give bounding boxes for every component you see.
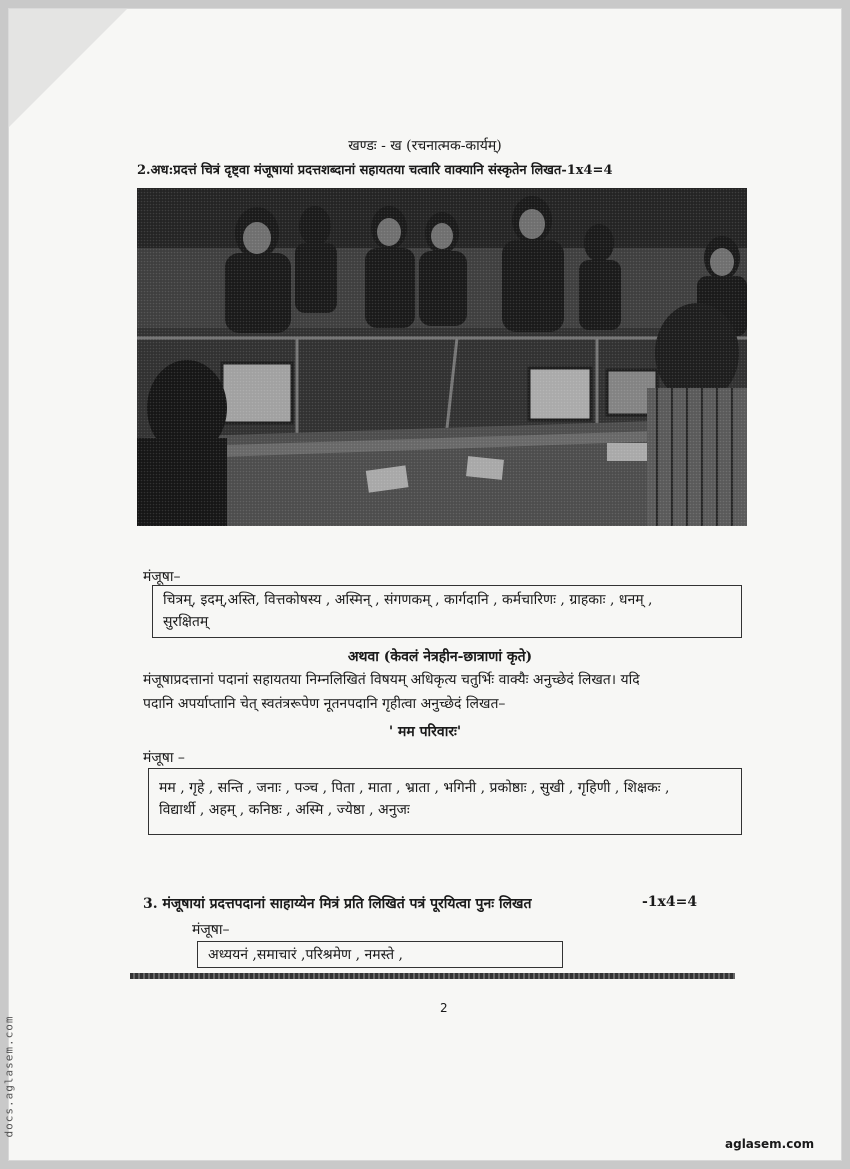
footer-brand: aglasem.com	[725, 1137, 815, 1151]
manjusha3-words: अध्ययनं ,समाचारं ,परिश्रमेण , नमस्ते ,	[208, 947, 404, 963]
paragraph-topic: ' मम परिवारः'	[388, 724, 462, 740]
manjusha-words-line-1: चित्रम्, इदम्,अस्ति, वित्तकोषस्य , अस्मिन् , संगणकम् , कार्गदानि , कर्मचारिणः , ग्राहकाः , धनम् ,	[163, 592, 653, 608]
question-3-prompt: 3. मंजूषायां प्रदत्तपदानां साहाय्येन मित्रं प्रति लिखितं पत्रं पूरयित्वा पुनः लिखत	[143, 896, 532, 912]
manjusha2-words-line-1: मम , गृहे , सन्ति , जनाः , पञ्च , पिता , माता , भ्राता , भगिनी , प्रकोष्ठाः , सुखी , गृहिणी , शिक्षकः ,	[159, 780, 670, 796]
question-2-prompt: 2.अध:प्रदत्तं चित्रं दृष्ट्वा मंजूषायां प्रदत्तशब्दानां सहायतया चत्वारि वाक्यानि संस्कृतेन लिखत-1x4=4	[137, 163, 613, 178]
manjusha-word-box-3	[197, 941, 563, 968]
folded-corner	[8, 8, 128, 128]
manjusha-words-line-2: सुरक्षितम्	[163, 614, 209, 630]
section-heading: खण्डः - ख (रचनात्मक-कार्यम्)	[348, 138, 502, 154]
manjusha-word-box	[152, 585, 742, 638]
alternative-instructions-line-2: पदानि अपर्याप्तानि चेत् स्वतंत्ररूपेण नूतनपदानि गृहीत्वा अनुच्छेदं लिखत–	[143, 696, 506, 712]
manjusha-label: मंजूषा–	[143, 569, 181, 585]
manjusha-label-2: मंजूषा –	[143, 750, 185, 766]
bank-counter-photo	[137, 188, 747, 526]
alternative-heading: अथवा (केवलं नेत्रहीन-छात्राणां कृते)	[347, 649, 533, 665]
manjusha2-words-line-2: विद्यार्थी , अहम् , कनिष्ठः , अस्मि , ज्येष्ठा , अनुजः	[159, 802, 410, 818]
alternative-instructions	[143, 668, 763, 716]
page-bottom-rule	[130, 973, 735, 979]
manjusha-label-3: मंजूषा–	[192, 922, 230, 938]
side-watermark: docs.aglasem.com	[2, 1015, 16, 1138]
question-3-marks: -1x4=4	[642, 894, 698, 910]
alternative-instructions-line-1: मंजूषाप्रदत्तानां पदानां सहायतया निम्नलिखितं विषयम् अधिकृत्य चतुर्भिः वाक्यैः अनुच्छेदं लिखत। यदि	[143, 672, 640, 688]
manjusha-word-box-2	[148, 768, 742, 835]
page-number: 2	[440, 1001, 448, 1015]
